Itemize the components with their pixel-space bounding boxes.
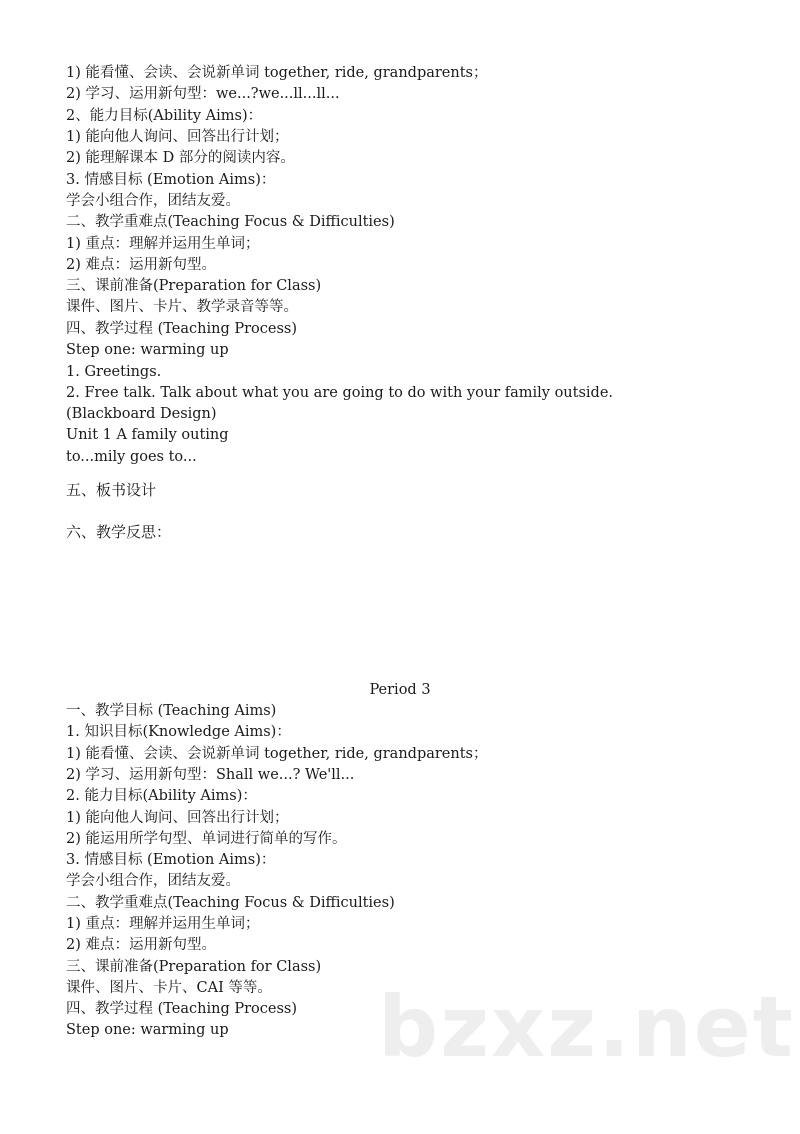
text-line: (Blackboard Design) xyxy=(66,406,217,422)
section-heading-blackboard: 五、板书设计 xyxy=(66,481,157,499)
text-line: 2) 能运用所学句型、单词进行简单的写作。 xyxy=(66,831,347,847)
text-line: 2、能力目标(Ability Aims)： xyxy=(66,108,263,124)
text-line: 二、教学重难点(Teaching Focus & Difficulties) xyxy=(66,214,395,230)
text-line: 三、课前准备(Preparation for Class) xyxy=(66,959,322,975)
text-line: 2) 能理解课本 D 部分的阅读内容。 xyxy=(66,150,295,166)
text-line: 2) 学习、运用新句型：Shall we...? We'll... xyxy=(66,767,355,783)
text-line: 1) 重点：理解并运用生单词； xyxy=(66,916,260,932)
text-line: 二、教学重难点(Teaching Focus & Difficulties) xyxy=(66,895,395,911)
text-line: 四、教学过程 (Teaching Process) xyxy=(66,321,298,337)
text-line: to...mily goes to... xyxy=(66,449,197,465)
text-line: 三、课前准备(Preparation for Class) xyxy=(66,278,322,294)
text-line: 1. 知识目标(Knowledge Aims)： xyxy=(66,724,291,740)
text-line: 3. 情感目标 (Emotion Aims)： xyxy=(66,172,276,188)
text-line: 四、教学过程 (Teaching Process) xyxy=(66,1001,298,1017)
text-line: 3. 情感目标 (Emotion Aims)： xyxy=(66,852,276,868)
watermark: bzxz.net xyxy=(378,978,795,1076)
text-line: 1) 重点：理解并运用生单词； xyxy=(66,236,260,252)
text-line: 一、教学目标 (Teaching Aims) xyxy=(66,703,277,719)
text-line: 2. 能力目标(Ability Aims)： xyxy=(66,788,257,804)
text-line: 1) 能看懂、会读、会说新单词 together, ride, grandparents； xyxy=(66,65,488,81)
text-line: 学会小组合作，团结友爱。 xyxy=(66,873,240,889)
text-line: 1) 能看懂、会读、会说新单词 together, ride, grandparents； xyxy=(66,746,488,762)
period-title: Period 3 xyxy=(369,682,431,698)
text-line: 1) 能向他人询问、回答出行计划； xyxy=(66,129,289,145)
text-line: 2) 难点：运用新句型。 xyxy=(66,937,216,953)
text-line: 2) 难点：运用新句型。 xyxy=(66,257,216,273)
text-line: 课件、图片、卡片、CAI 等等。 xyxy=(66,980,272,996)
text-line: Unit 1 A family outing xyxy=(66,427,229,443)
text-line: Step one: warming up xyxy=(66,342,229,358)
text-line: 2) 学习、运用新句型：we...?we...ll...ll... xyxy=(66,86,340,102)
text-line: 课件、图片、卡片、教学录音等等。 xyxy=(66,299,298,315)
section-heading-reflection: 六、教学反思： xyxy=(66,523,172,541)
text-line: 1. Greetings. xyxy=(66,364,162,380)
text-line: 学会小组合作，团结友爱。 xyxy=(66,193,240,209)
text-line: 1) 能向他人询问、回答出行计划； xyxy=(66,810,289,826)
text-line: 2. Free talk. Talk about what you are going to do with your family outside. xyxy=(66,385,614,401)
text-line: Step one: warming up xyxy=(66,1022,229,1038)
